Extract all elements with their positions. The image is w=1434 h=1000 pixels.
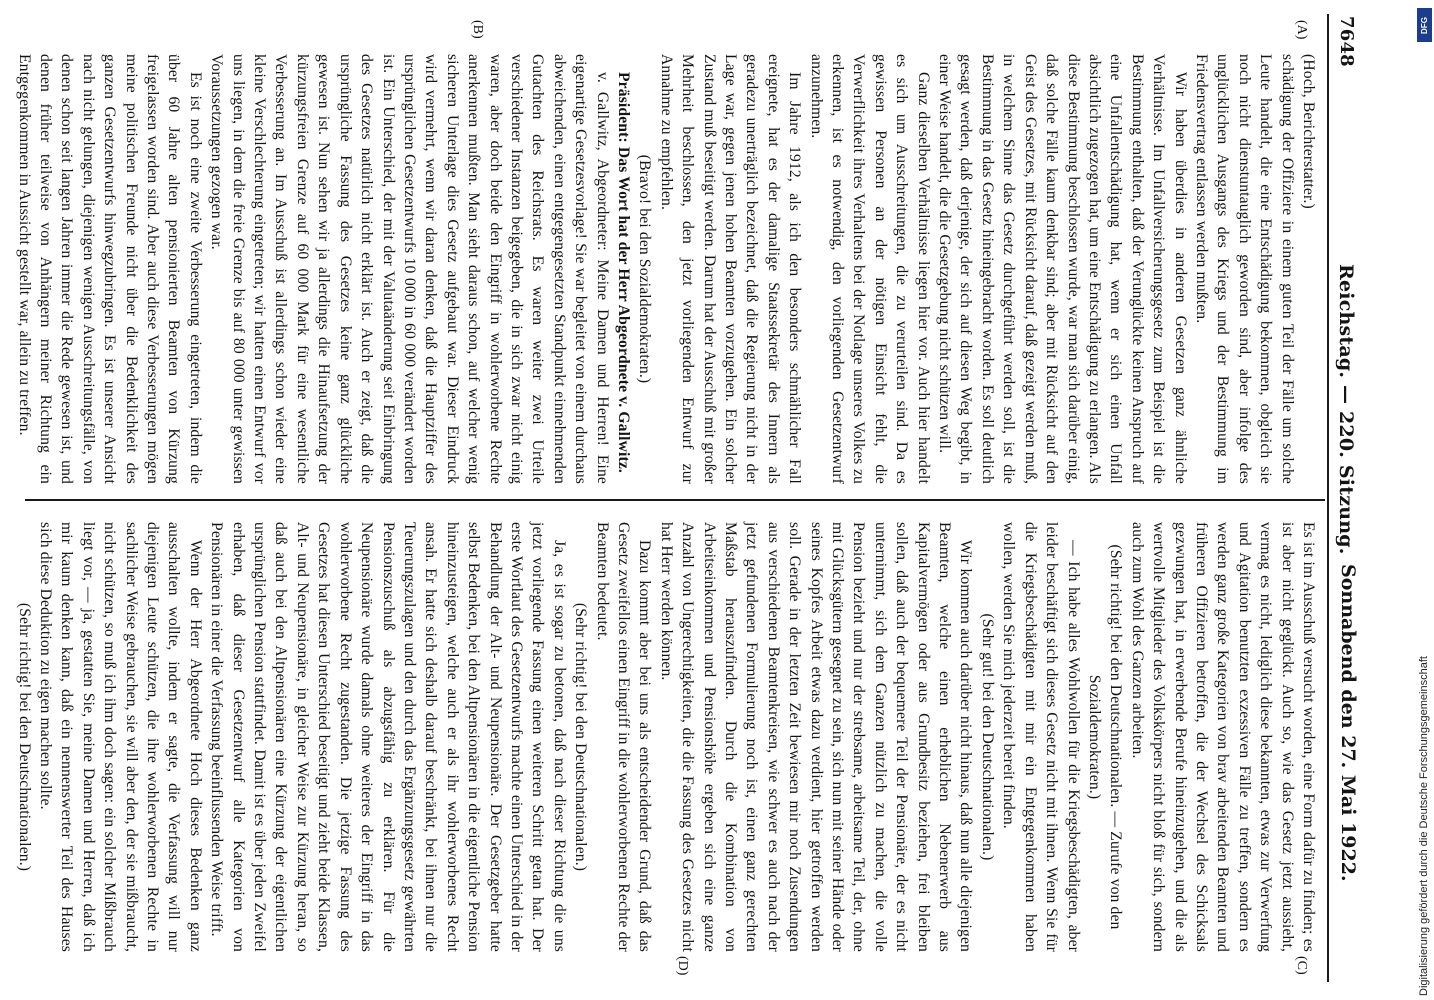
interjection: (Sehr richtig! bei den Deutschnationalen.) <box>572 602 590 872</box>
margin-marker-d: (D) <box>675 956 690 976</box>
paragraph: Es ist noch eine zweite Verbesserung eingetreten, indem die über 60 Jahre alten pensionierten Beamten von Kürzung freigelassen worden sind. Aber auch diese Verbesserungen mögen meine politischen Freunde nicht über die Bedenklichkeit des ganzen Gesetzentwurfs hinwegzubringen. Es ist unserer Ansicht nach nicht gelungen, diejenigen wenigen Ausschreitungsfälle, von denen schon seit langen Jahren immer die Rede gewesen ist, und denen früher teilweise von Anhängern meiner Richtung ein Entgegenkommen in Aussicht gestellt war, allein zu treffen. <box>15 54 204 484</box>
interjection: (Sehr richtig! bei den Deutschnationalen. — Zurufe von den Sozialdemokraten.) <box>1085 544 1125 930</box>
left-text-column <box>15 54 1319 484</box>
column-divider <box>25 499 1325 501</box>
right-text-column <box>15 522 1319 952</box>
paragraph: Wenn der Herr Abgeordnete Hoch dieses Bedenken ganz ausschalten wollte, indem er sagte, die Verfassung will nur diejenigen Leute schützen, die ihre wohlerworbenen Rechte in sachlicher Weise gebrauchen, sie will aber den, der sie mißbraucht, nicht schützen, so muß ich ihm doch sagen: ein solcher Mißbrauch liegt vor, — ja, gestatten Sie, meine Damen und Herren, daß ich mir kaum denken kann, daß ein nennenswerter Teil des Hauses sich diese Deduktion zu eigen machen sollte. <box>37 522 204 952</box>
paragraph: Ganz dieselben Verhältnisse liegen hier vor. Auch hier handelt es sich um Ausschreitungen, die zu verurteilen sind. Da es gewissen Personen an der nötigen Einsicht fehlt, die Verwerflichkeit ihres Verhaltens bei der Notlage unseres Volkes zu erkennen, ist es notwendig, den vorliegenden Gesetzentwurf anzunehmen. <box>807 54 932 484</box>
paragraph: schädigung der Offiziere in einem guten Teil der Fälle um solche Leute handelt, die eine Entschädigung bekommen, obgleich sie noch nicht dienstuntauglich geworden sind, aber infolge des unglücklichen Ausgangs des Kriegs und der Bestimmung im Friedensvertrag entlassen werden mußten. <box>1192 54 1296 484</box>
margin-marker-c: (C) <box>1294 956 1309 975</box>
page-header-date: Sonnabend den 27. Mai 1922. <box>1337 564 1359 882</box>
digitization-credit: Digitalisierung gefördert durch die Deutsche Forschungsgemeinschaft <box>1418 656 1430 996</box>
dfg-logo-text: DFG <box>1420 16 1430 34</box>
paragraph: Wir haben überdies in anderen Gesetzen ganz ähnliche Verhältnisse. Im Unfallversicherungsgesetz zum Beispiel ist die Bestimmung enthalten, daß der Verunglückte keinen Anspruch auf eine Unfallentschädigung hat, wenn er sich einen Unfall absichtlich zugezogen hat, um eine Entschädigung zu erlangen. Als diese Bestimmung beschlossen wurde, war man sich darüber einig, daß solche Fälle kaum denkbar sind; aber mit Rücksicht auf den Geist des Gesetzes, mit Rücksicht darauf, daß gezeigt werden muß, in welchem Sinne das Gesetz durchgeführt werden soll, ist die Bestimmung in das Gesetz hineingebracht worden. Es soll deutlich gesagt werden, daß derjenige, der sich auf diesen Weg begibt, in einer Weise handelt, die die Gesetzgebung nicht schützen will. <box>936 54 1189 484</box>
dfg-logo <box>1417 8 1432 42</box>
header-rule <box>1327 14 1329 982</box>
interjection: (Sehr gut! bei den Deutschnationalen.) <box>978 613 996 861</box>
paragraph: Wir kommen auch darüber nicht hinaus, daß nun alle diejenigen Beamten, welche einen erheblichen Nebenerwerb aus Kapitalvermögen oder aus Grundbesitz beziehen, frei bleiben sollen, daß auch der bequemere Teil der Pensionäre, der es nicht unternimmt, sich dem Ganzen nützlich zu machen, die volle Pension bezieht und nur der strebsame, arbeitsame Teil, der, ohne mit Glücksgütern gesegnet zu sein, sich nun mit seiner Hände oder seines Kopfes Arbeit etwas dazu verdient, hier getroffen werden soll. Gerade in der letzten Zeit bewiesen mir noch Zusendungen aus verschiedenen Beamtenkreisen, wie schwer es auch nach der jetzt gefundenen Formulierung noch ist, einen ganz gerechten Maßstab herauszufinden. Durch die Kombination von Arbeitseinkommen und Pensionshöhe ergeben sich eine ganze Anzahl von Ungerechtigkeiten, die die Fassung des Gesetzes nicht hat Herr werden können. <box>657 522 975 952</box>
rotated-document-page <box>5 4 1385 994</box>
paragraph: — Ich habe alles Wohlwollen für die Kriegsbeschädigten, aber leider beschäftigt sich dieses Gesetz nicht mit ihnen. Wenn Sie für die Kriegsbeschädigten mit mir ein Entgegenkommen haben wollen, werden Sie mich jederzeit bereit finden. <box>1000 522 1082 952</box>
interjection: (Sehr richtig! bei den Deutschnationalen.) <box>15 602 33 872</box>
speaker-attribution: (Hoch, Berichterstatter.) <box>1300 54 1317 209</box>
margin-marker-a: (A) <box>1294 20 1309 40</box>
president-statement: Präsident: Das Wort hat der Herr Abgeordnete v. Gallwitz. <box>615 72 632 473</box>
paragraph: Ja, es ist sogar zu betonen, daß nach dieser Richtung die uns jetzt vorliegende Fassung einen weiteren Schritt getan hat. Der erste Wortlaut des Gesetzentwurfs machte einen Unterschied in der Behandlung der Alt- und Neupensionäre. Der Gesetzgeber hatte selbst Bedenken, bei den Altpensionären in die eigentliche Pension hineinzusteigen, welche auch er als ihr wohlerworbenes Recht ansah. Er hatte sich deshalb darauf beschränkt, bei ihnen nur die Teuerungszulagen und den durch das Ergänzungsgesetz gewährten Pensionszuschuß als abzugsfähig zu erklären. Für die Neupensionäre wurde damals ohne weiteres der Eingriff in das wohlerworbene Recht zugestanden. Die jetzige Fassung des Gesetzes hat diesen Unterschied beseitigt und zieht beide Klassen, Alt- und Neupensionäre, in gleicher Weise zur Kürzung heran, so daß auch bei den Altpensionären eine Kürzung der eigentlichen ursprünglichen Pension stattfindet. Damit ist es über jeden Zweifel erhaben, daß dieser Gesetzentwurf alle Kategorien von Pensionären in einer die Verfassung beeinflussenden Weise trifft. <box>208 522 568 952</box>
paragraph: Dazu kommt aber bei uns als entscheidender Grund, daß das Gesetz zweifellos einen Eingriff in die wohlerworbenen Rechte der Beamten bedeutet. <box>593 522 654 952</box>
paragraph: Es ist im Ausschuß versucht worden, eine Form dafür zu finden; es ist aber nicht geglückt. Auch so, wie das Gesetz jetzt aussieht, vermag es nicht, lediglich diese bekannten, etwas zur Verwerfung und Agitation benutzten exzessiven Fälle zu treffen, sondern es werden ganz große Kategorien von brav arbeitenden Beamten und früheren Offizieren betroffen, die der Wechsel des Schicksals gezwungen hat, in erwerbende Berufe hineinzugehen, und die als wertvolle Mitglieder des Volkskörpers nicht bloß für sich, sondern auch zum Wohl des Ganzen arbeiten. <box>1128 522 1317 952</box>
page-number: 7648 <box>1336 16 1357 67</box>
margin-marker-b: (B) <box>470 20 485 39</box>
interjection: (Bravo! bei den Sozialdemokraten.) <box>636 154 654 384</box>
page-header-session: Reichstag. — 220. Sitzung. <box>1335 264 1357 555</box>
paragraph: Im Jahre 1912, als ich den besonders schmählicher Fall ereignete, hat es der damalige Staatssekretär des Innern als geradezu unerträglich bezeichnet, daß die Regierung nicht in der Lage war, gegen jenen hohen Beamten vorzugehen. Ein solcher Zustand muß beseitigt werden. Darum hat der Ausschuß mit großer Mehrheit beschlossen, den jetzt vorliegenden Entwurf zur Annahme zu empfehlen. <box>657 54 804 484</box>
paragraph: v. Gallwitz, Abgeordneter: Meine Damen und Herren! Eine eigenartige Gesetzesvorlage! Sie war begleitet von einem durchaus abweichenden, einen entgegengesetzten Standpunkt einnehmenden Gutachten des Reichsrats. Es waren weiter zwei Urteile verschiedener Instanzen beigegeben, die in sich zwar nicht einig waren, aber doch beide den Eingriff in wohlerworbene Rechte anerkennen mußten. Man sieht daraus schon, auf welcher wenig sicheren Unterlage dies Gesetz aufgebaut war. Dieser Eindruck wird vermehrt, wenn wir daran denken, daß die Hauptziffer des ursprünglichen Gesetzentwurfs 10 000 in 60 000 verändert worden ist. Ein Unterschied, der mit der Valutaänderung seit Einbringung des Gesetzes natürlich nicht erklärt ist. Auch er zeigt, daß die ursprüngliche Fassung des Gesetzes keine ganz glückliche gewesen ist. Nun sehen wir ja allerdings die Hinaufsetzung der kürzungsfreien Grenze auf 60 000 Mark für eine wesentliche Verbesserung an. Im Ausschuß ist allerdings schon wieder eine kleine Verschlechterung eingetreten; wir hatten einen Entwurf vor uns liegen, in dem die freie Grenze bis auf 80 000 unter gewissen Voraussetzungen gezogen war. <box>208 54 611 484</box>
